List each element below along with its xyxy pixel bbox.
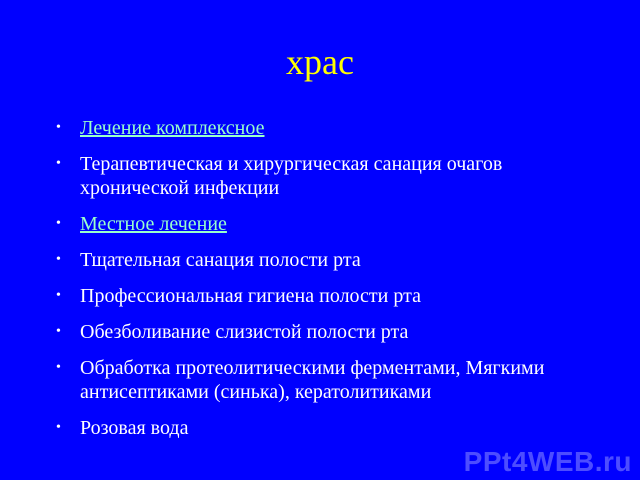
bullet-icon: • <box>56 156 61 171</box>
bullet-icon: • <box>56 252 61 267</box>
bullet-item <box>0 248 640 272</box>
bullet-item <box>0 320 640 344</box>
bullet-link-complex-treatment[interactable]: Лечение комплексное <box>80 117 265 139</box>
bullet-text: Профессиональная гигиена полости рта <box>80 285 421 307</box>
watermark-logo: PPt4WEB.ru <box>463 446 632 477</box>
bullet-text: Терапевтическая и хирургическая санация очагов хронической инфекции <box>80 153 503 199</box>
bullet-link-local-treatment[interactable]: Местное лечение <box>80 213 227 235</box>
bullet-item[interactable] <box>0 212 640 236</box>
bullet-item <box>0 152 640 200</box>
bullet-text: Розовая вода <box>80 417 189 439</box>
bullet-item <box>0 356 640 404</box>
bullet-icon: • <box>56 420 61 435</box>
bullet-text: Обезболивание слизистой полости рта <box>80 321 409 343</box>
bullet-item <box>0 416 640 440</box>
bullet-icon: • <box>56 120 61 135</box>
bullet-item[interactable] <box>0 116 640 140</box>
bullet-text: Тщательная санация полости рта <box>80 249 361 271</box>
bullet-icon: • <box>56 288 61 303</box>
bullet-item <box>0 284 640 308</box>
bullet-icon: • <box>56 216 61 231</box>
bullet-list <box>0 116 640 452</box>
bullet-icon: • <box>56 360 61 375</box>
bullet-text: Обработка протеолитическими ферментами, Мягкими антисептиками (синька), кератолитиками <box>80 357 545 403</box>
slide-title: храс <box>286 42 354 82</box>
bullet-icon: • <box>56 324 61 339</box>
